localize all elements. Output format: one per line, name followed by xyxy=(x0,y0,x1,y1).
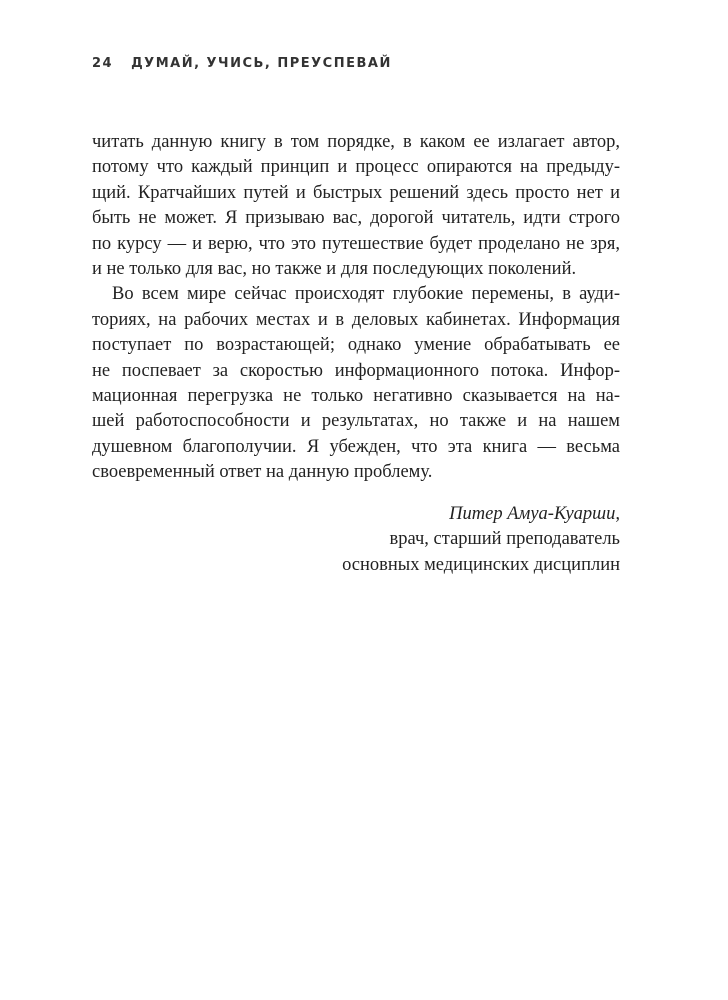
author-affiliation: основных медицинских дисциплин xyxy=(342,554,620,575)
running-head xyxy=(92,56,392,71)
text-line: душевном благополучии. Я убежден, что эта книга — весьма xyxy=(92,436,620,457)
paragraph-1 xyxy=(92,130,620,282)
text-line: потому что каждый принцип и процесс опираются на предыду- xyxy=(92,157,620,178)
text-line: читать данную книгу в том порядке, в каком ее излагает автор, xyxy=(92,132,620,152)
text-line: щий. Кратчайших путей и быстрых решений здесь просто нет и xyxy=(92,182,620,203)
author-name: Питер Амуа-Куарши, xyxy=(449,504,620,524)
text-line: поступает по возрастающей; однако умение обрабатывать ее xyxy=(92,335,620,356)
text-line: по курсу — и верю, что это путешествие будет проделано не зря, xyxy=(92,233,620,254)
text-line: шей работоспособности и результатах, но также и на нашем xyxy=(92,411,620,432)
signature-block xyxy=(342,502,620,578)
text-line: своевременный ответ на данную проблему. xyxy=(92,462,433,483)
text-line: Во всем мире сейчас происходят глубокие перемены, в ауди- xyxy=(112,284,620,305)
book-title: ДУМАЙ, УЧИСЬ, ПРЕУСПЕВАЙ xyxy=(131,56,392,71)
text-line: быть не может. Я призываю вас, дорогой читатель, идти строго xyxy=(92,208,620,229)
text-line: ториях, на рабочих местах и в деловых кабинетах. Информация xyxy=(92,309,620,330)
text-line: мационная перегрузка не только негативно сказывается на на- xyxy=(92,386,620,407)
text-body xyxy=(92,130,620,486)
page-number: 24 xyxy=(92,56,114,71)
author-title: врач, старший преподаватель xyxy=(389,529,620,550)
text-line: не поспевает за скоростью информационного потока. Инфор- xyxy=(92,360,620,381)
text-line: и не только для вас, но также и для последующих поколений. xyxy=(92,259,577,280)
paragraph-2 xyxy=(92,282,620,485)
